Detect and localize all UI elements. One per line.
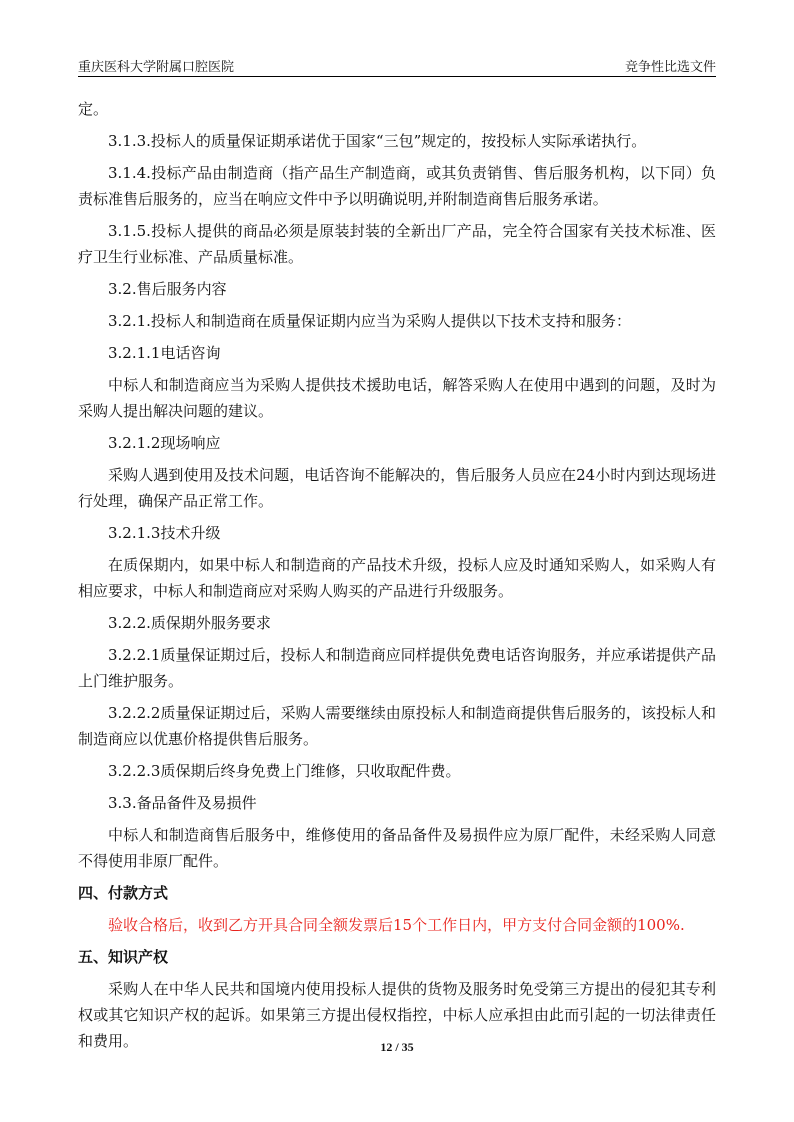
section-5-ip-text: 采购人在中华人民共和国境内使用投标人提供的货物及服务时免受第三方提出的侵犯其专利权或其它知识产权的起诉。如果第三方提出侵权指控，中标人应承担由此而引起的一切法律责任和费用。 (78, 980, 716, 1050)
paragraph-continuation: 定。 (78, 100, 109, 118)
section-4-heading: 四、付款方式 (78, 884, 169, 902)
clause-3-2-1-2-text: 采购人遇到使用及技术问题，电话咨询不能解决的，售后服务人员应在24小时内到达现场进行处理，确保产品正常工作。 (78, 466, 716, 510)
clause-3-2-1-1-title: 3.2.1.1电话咨询 (108, 344, 221, 362)
clause-3-3-text: 中标人和制造商售后服务中，维修使用的备品备件及易损件应为原厂配件，未经采购人同意不得使用非原厂配件。 (78, 826, 716, 870)
clause-3-2-2-2: 3.2.2.2质量保证期过后，采购人需要继续由原投标人和制造商提供售后服务的，该投标人和制造商应以优惠价格提供售后服务。 (78, 704, 716, 748)
clause-3-2-2-title: 3.2.2.质保期外服务要求 (108, 614, 271, 632)
clause-3-2-1-1-text: 中标人和制造商应当为采购人提供技术援助电话，解答采购人在使用中遇到的问题，及时为采购人提出解决问题的建议。 (78, 376, 716, 420)
section-5-heading: 五、知识产权 (78, 948, 169, 966)
clause-3-2-1-2-title: 3.2.1.2现场响应 (108, 434, 221, 452)
page-number: 12 / 35 (380, 1040, 414, 1054)
clause-3-3-title: 3.3.备品备件及易损件 (108, 794, 257, 812)
clause-3-1-3: 3.1.3.投标人的质量保证期承诺优于国家“三包”规定的，按投标人实际承诺执行。 (108, 132, 647, 150)
clause-3-2-1-3-text: 在质保期内，如果中标人和制造商的产品技术升级，投标人应及时通知采购人，如采购人有相应要求，中标人和制造商应对采购人购买的产品进行升级服务。 (78, 556, 716, 600)
page-header (78, 54, 716, 77)
clause-3-2-1-3-title: 3.2.1.3技术升级 (108, 524, 221, 542)
header-institution: 重庆医科大学附属口腔医院 (78, 60, 235, 75)
clause-3-1-5: 3.1.5.投标人提供的商品必须是原装封装的全新出厂产品，完全符合国家有关技术标准、医疗卫生行业标准、产品质量标准。 (78, 222, 716, 266)
clause-3-2-1: 3.2.1.投标人和制造商在质量保证期内应当为采购人提供以下技术支持和服务： (108, 312, 631, 330)
clause-3-1-4: 3.1.4.投标产品由制造商（指产品生产制造商，或其负责销售、售后服务机构，以下同）负责标准售后服务的，应当在响应文件中予以明确说明,并附制造商售后服务承诺。 (78, 164, 716, 208)
page-content (78, 96, 716, 1060)
clause-3-2-title: 3.2.售后服务内容 (108, 280, 227, 298)
clause-3-2-2-1: 3.2.2.1质量保证期过后，投标人和制造商应同样提供免费电话咨询服务，并应承诺提供产品上门维护服务。 (78, 646, 716, 690)
section-4-payment-text: 验收合格后，收到乙方开具合同全额发票后15个工作日内，甲方支付合同金额的100%. (108, 916, 685, 934)
clause-3-2-2-3: 3.2.2.3质保期后终身免费上门维修，只收取配件费。 (108, 762, 461, 780)
header-doc-title: 竞争性比选文件 (624, 60, 716, 75)
